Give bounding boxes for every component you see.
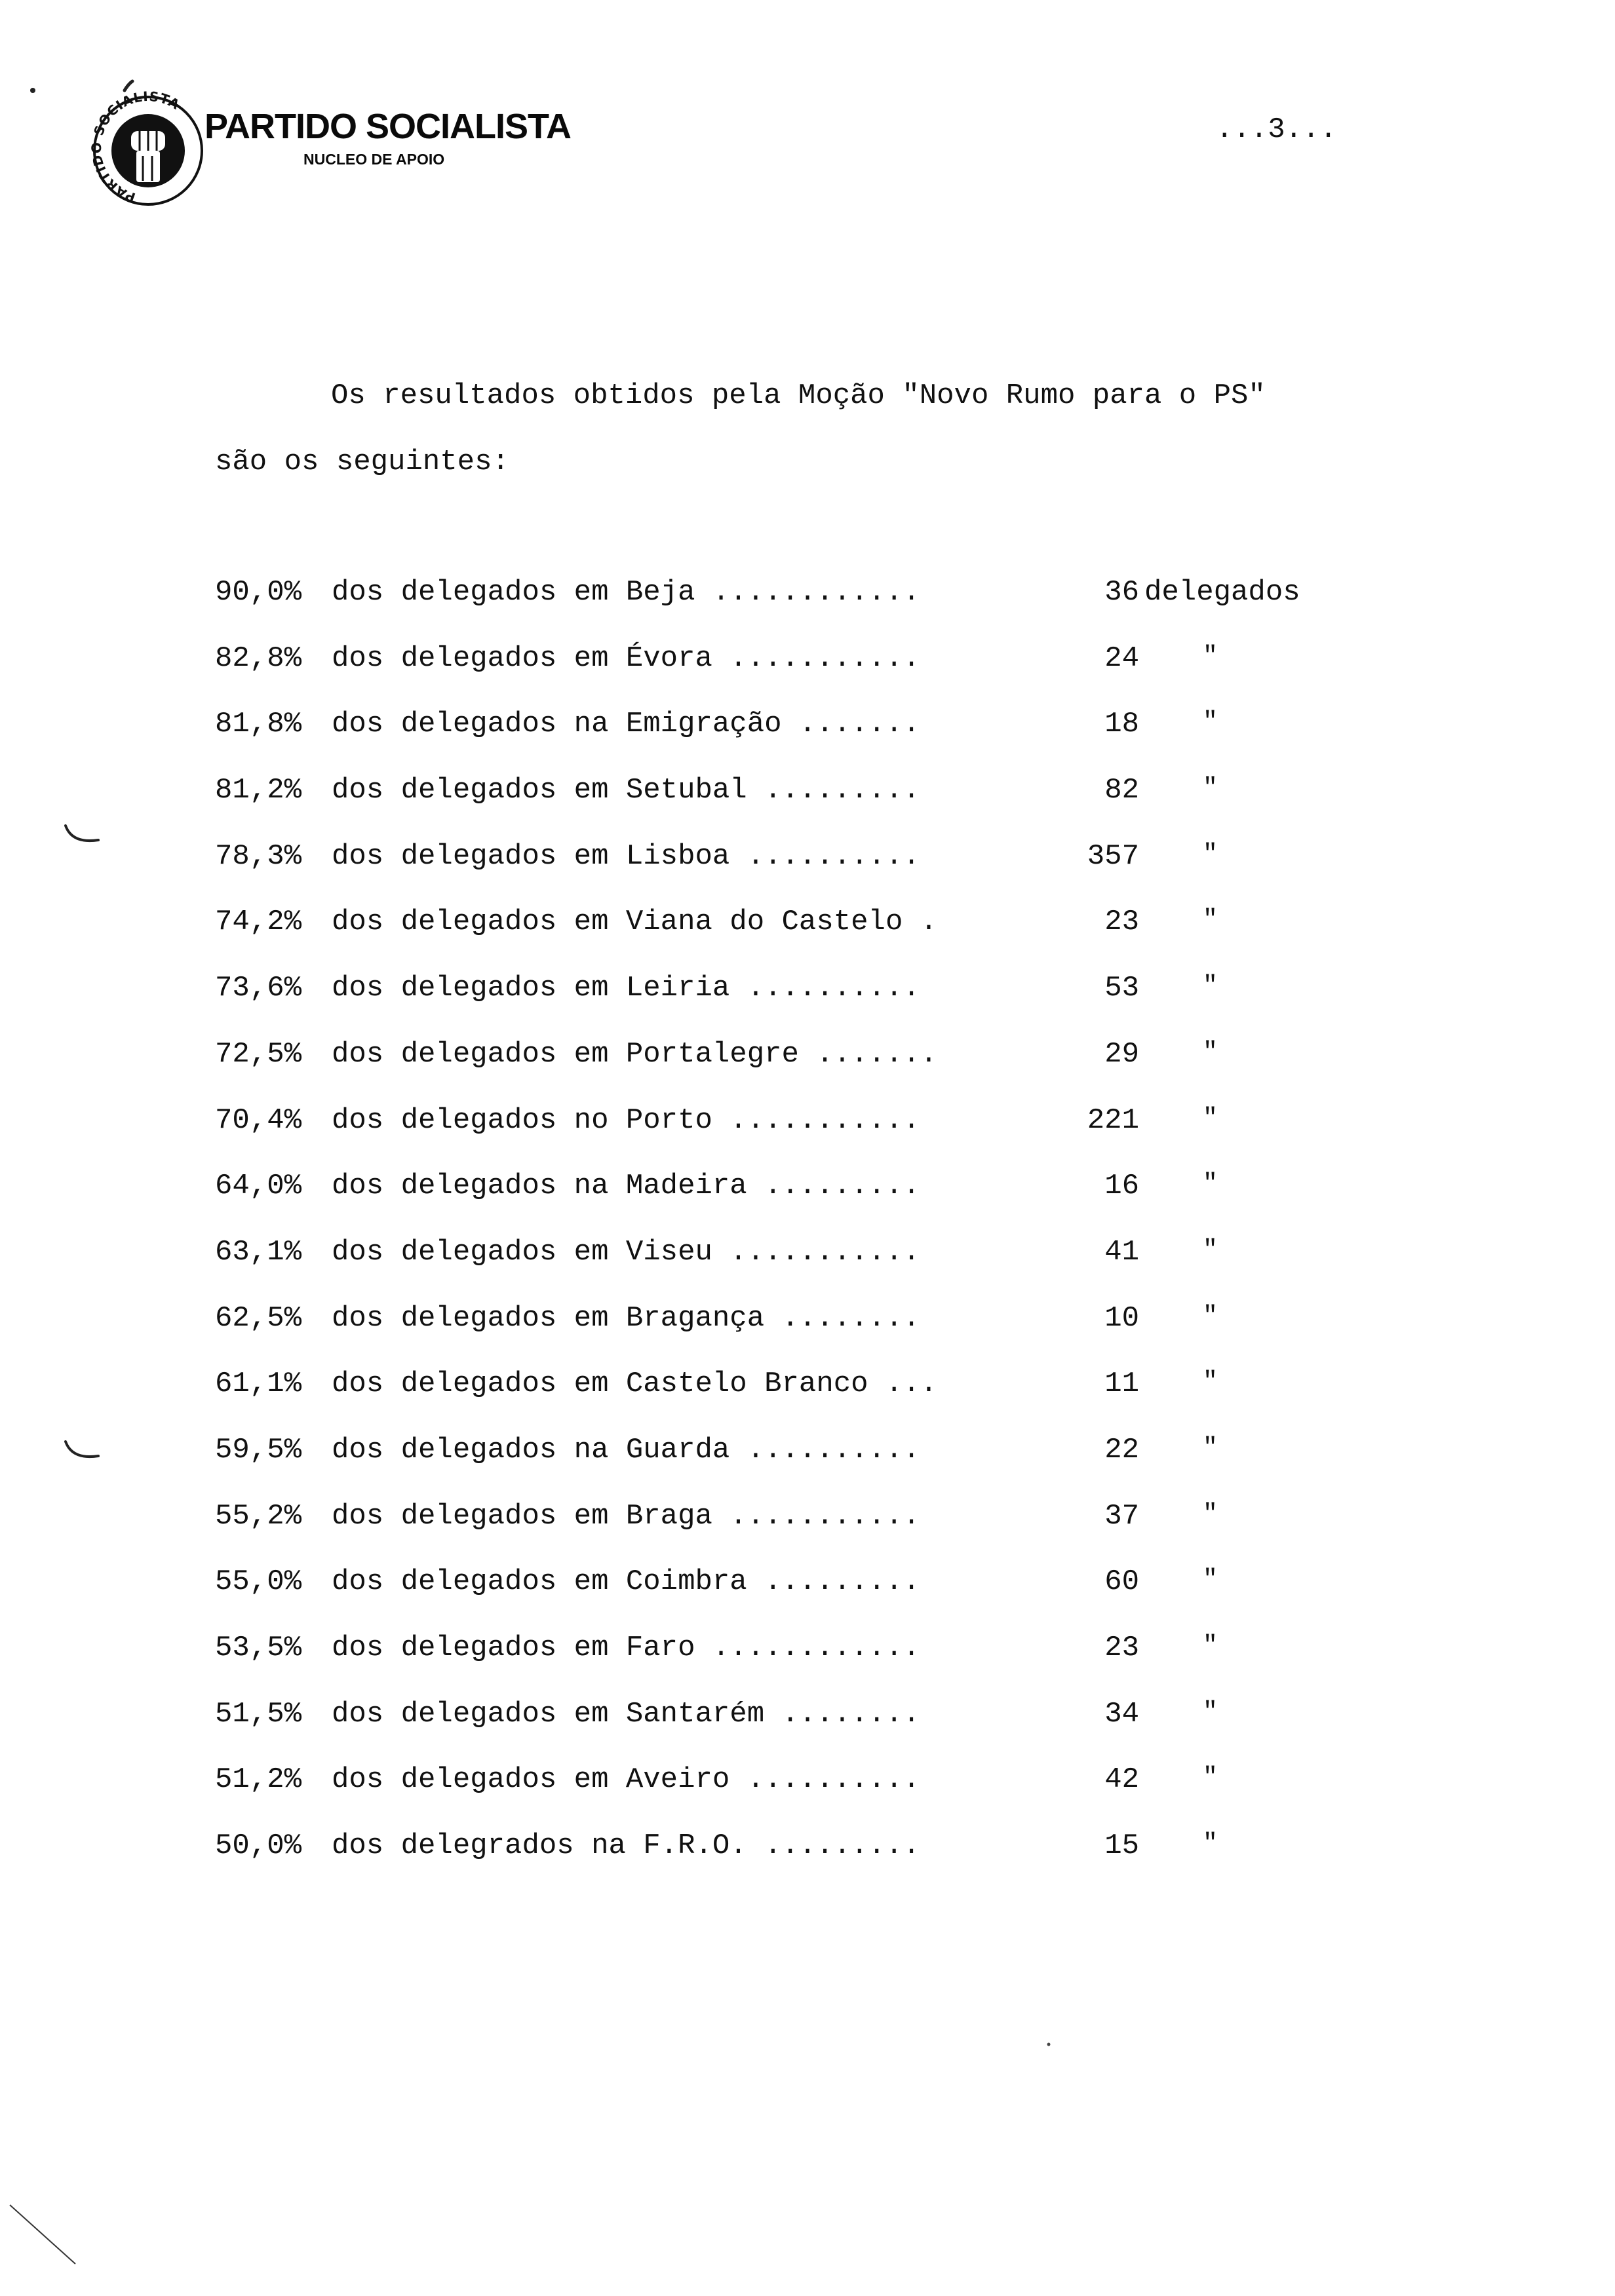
result-ditto-mark: " <box>1203 1103 1218 1132</box>
result-row <box>215 1301 1395 1370</box>
result-row <box>215 908 1395 974</box>
intro-line-2: são os seguintes: <box>215 446 509 478</box>
result-ditto-mark: " <box>1203 1763 1218 1792</box>
result-row <box>215 1697 1395 1766</box>
result-percent: 63,1% <box>215 1235 302 1269</box>
result-description: dos delegados na Emigração ....... <box>332 708 920 741</box>
result-ditto-mark: " <box>1203 1301 1218 1330</box>
result-description: dos delegados em Setubal ......... <box>332 774 920 807</box>
results-list <box>215 578 1395 1898</box>
result-row <box>215 1567 1395 1634</box>
result-description: dos delegados em Aveiro .......... <box>332 1763 920 1797</box>
result-unit: delegados <box>1144 576 1300 609</box>
party-name: PARTIDO SOCIALISTA <box>204 107 571 146</box>
logo-ring-text: PARTIDO SOCIALISTA <box>88 90 183 206</box>
result-percent: 70,4% <box>215 1103 302 1137</box>
result-description: dos delegados na Madeira ......... <box>332 1170 920 1203</box>
result-count: 42 <box>1104 1763 1139 1797</box>
result-ditto-mark: " <box>1203 708 1218 737</box>
result-description: dos delegados em Évora ........... <box>332 641 920 675</box>
result-count: 37 <box>1104 1499 1139 1533</box>
result-count: 29 <box>1104 1037 1139 1071</box>
result-count: 221 <box>1087 1103 1139 1137</box>
result-percent: 55,2% <box>215 1499 302 1533</box>
result-ditto-mark: " <box>1203 1499 1218 1528</box>
result-description: dos delegados em Beja ............ <box>332 576 920 609</box>
result-ditto-mark: " <box>1203 1632 1218 1660</box>
result-description: dos delegados na Guarda .......... <box>332 1433 920 1466</box>
result-description: dos delegados em Leiria .......... <box>332 972 920 1005</box>
result-row <box>215 1103 1395 1172</box>
result-percent: 81,8% <box>215 708 302 741</box>
result-row <box>215 578 1395 644</box>
result-description: dos delegados no Porto ........... <box>332 1103 920 1137</box>
result-row <box>215 710 1395 776</box>
scan-edge-line <box>7 2202 85 2280</box>
result-ditto-mark: " <box>1203 972 1218 1001</box>
result-row <box>215 1369 1395 1436</box>
result-description: dos delegados em Portalegre ....... <box>332 1037 938 1071</box>
result-percent: 82,8% <box>215 641 302 675</box>
page-number: ...3... <box>1216 113 1337 146</box>
party-unit: NUCLEO DE APOIO <box>303 151 445 168</box>
result-count: 23 <box>1104 1632 1139 1664</box>
result-count: 41 <box>1104 1235 1139 1269</box>
result-percent: 73,6% <box>215 972 302 1005</box>
result-ditto-mark: " <box>1203 1433 1218 1462</box>
intro-line-1: Os resultados obtidos pela Moção "Novo Rumo para o PS" <box>331 379 1266 412</box>
result-ditto-mark: " <box>1203 906 1218 934</box>
result-percent: 59,5% <box>215 1433 302 1466</box>
result-description: dos delegados em Faro ............ <box>332 1632 920 1664</box>
result-count: 357 <box>1087 839 1139 873</box>
result-count: 18 <box>1104 708 1139 741</box>
result-percent: 50,0% <box>215 1829 302 1863</box>
result-row <box>215 1172 1395 1238</box>
scan-speck <box>1042 2038 1055 2051</box>
result-percent: 61,1% <box>215 1368 302 1401</box>
result-percent: 72,5% <box>215 1037 302 1071</box>
result-ditto-mark: " <box>1203 1170 1218 1198</box>
result-description: dos delegados em Coimbra ......... <box>332 1565 920 1599</box>
result-count: 23 <box>1104 906 1139 939</box>
result-percent: 62,5% <box>215 1301 302 1335</box>
result-row <box>215 1765 1395 1831</box>
result-row <box>215 839 1395 908</box>
result-ditto-mark: " <box>1203 1368 1218 1396</box>
result-ditto-mark: " <box>1203 641 1218 670</box>
result-ditto-mark: " <box>1203 1037 1218 1066</box>
result-percent: 74,2% <box>215 906 302 939</box>
result-row <box>215 1634 1395 1700</box>
margin-hole-mark <box>62 822 108 849</box>
result-percent: 64,0% <box>215 1170 302 1203</box>
result-count: 34 <box>1104 1697 1139 1731</box>
result-description: dos delegrados na F.R.O. ......... <box>332 1829 920 1863</box>
result-percent: 78,3% <box>215 839 302 873</box>
result-count: 53 <box>1104 972 1139 1005</box>
result-row <box>215 1037 1395 1106</box>
result-description: dos delegados em Bragança ........ <box>332 1301 920 1335</box>
scan-mark <box>20 72 151 111</box>
result-percent: 51,5% <box>215 1697 302 1731</box>
result-count: 11 <box>1104 1368 1139 1401</box>
result-row <box>215 641 1395 710</box>
result-ditto-mark: " <box>1203 774 1218 803</box>
result-count: 22 <box>1104 1433 1139 1466</box>
result-description: dos delegados em Lisboa .......... <box>332 839 920 873</box>
result-ditto-mark: " <box>1203 1697 1218 1726</box>
result-count: 36 <box>1104 576 1139 609</box>
result-percent: 81,2% <box>215 774 302 807</box>
result-percent: 90,0% <box>215 576 302 609</box>
result-row <box>215 776 1395 842</box>
result-row <box>215 1433 1395 1502</box>
result-description: dos delegados em Castelo Branco ... <box>332 1368 938 1401</box>
result-row <box>215 1235 1395 1304</box>
result-percent: 55,0% <box>215 1565 302 1599</box>
result-count: 10 <box>1104 1301 1139 1335</box>
result-ditto-mark: " <box>1203 839 1218 868</box>
result-ditto-mark: " <box>1203 1235 1218 1264</box>
result-row <box>215 1499 1395 1568</box>
result-count: 60 <box>1104 1565 1139 1599</box>
result-ditto-mark: " <box>1203 1829 1218 1858</box>
result-description: dos delegados em Viana do Castelo . <box>332 906 938 939</box>
result-row <box>215 974 1395 1040</box>
result-percent: 51,2% <box>215 1763 302 1797</box>
result-percent: 53,5% <box>215 1632 302 1664</box>
result-row <box>215 1831 1395 1898</box>
result-count: 24 <box>1104 641 1139 675</box>
result-count: 82 <box>1104 774 1139 807</box>
result-description: dos delegados em Santarém ........ <box>332 1697 920 1731</box>
result-count: 16 <box>1104 1170 1139 1203</box>
result-description: dos delegados em Viseu ........... <box>332 1235 920 1269</box>
result-count: 15 <box>1104 1829 1139 1863</box>
result-ditto-mark: " <box>1203 1565 1218 1594</box>
margin-hole-mark <box>62 1438 108 1464</box>
result-description: dos delegados em Braga ........... <box>332 1499 920 1533</box>
